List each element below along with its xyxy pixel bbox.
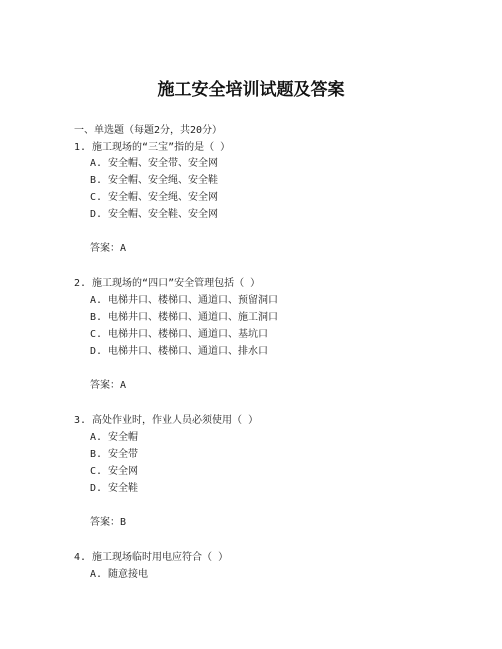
question-2-option-a: A. 电梯井口、楼梯口、通道口、预留洞口 <box>90 295 279 306</box>
question-2-stem: 2. 施工现场的“四口”安全管理包括（ ） <box>74 278 261 289</box>
question-1-option-a: A. 安全帽、安全带、安全网 <box>90 158 219 169</box>
question-2-option-d: D. 电梯井口、楼梯口、通道口、排水口 <box>90 346 269 357</box>
question-4-stem: 4. 施工现场临时用电应符合（ ） <box>74 552 229 563</box>
question-2-answer: 答案：A <box>90 380 127 391</box>
question-1-option-b: B. 安全帽、安全绳、安全鞋 <box>90 175 219 186</box>
document-title: 施工安全培训试题及答案 <box>157 80 345 100</box>
question-3-option-a: A. 安全帽 <box>90 432 139 443</box>
question-3-option-d: D. 安全鞋 <box>90 483 139 494</box>
question-3-stem: 3. 高处作业时，作业人员必须使用（ ） <box>74 415 259 426</box>
section-heading: 一、单选题（每题2分，共20分） <box>74 125 223 136</box>
question-2-option-b: B. 电梯井口、楼梯口、通道口、施工洞口 <box>90 312 279 323</box>
question-3-answer: 答案：B <box>90 517 127 528</box>
question-2-option-c: C. 电梯井口、楼梯口、通道口、基坑口 <box>90 329 269 340</box>
question-3-option-b: B. 安全带 <box>90 449 139 460</box>
question-3-option-c: C. 安全网 <box>90 466 139 477</box>
question-1-stem: 1. 施工现场的“三宝”指的是（ ） <box>74 142 231 153</box>
question-1-option-c: C. 安全帽、安全绳、安全网 <box>90 192 219 203</box>
question-1-option-d: D. 安全帽、安全鞋、安全网 <box>90 209 219 220</box>
question-1-answer: 答案：A <box>90 243 127 254</box>
question-4-option-a: A. 随意接电 <box>90 569 149 580</box>
